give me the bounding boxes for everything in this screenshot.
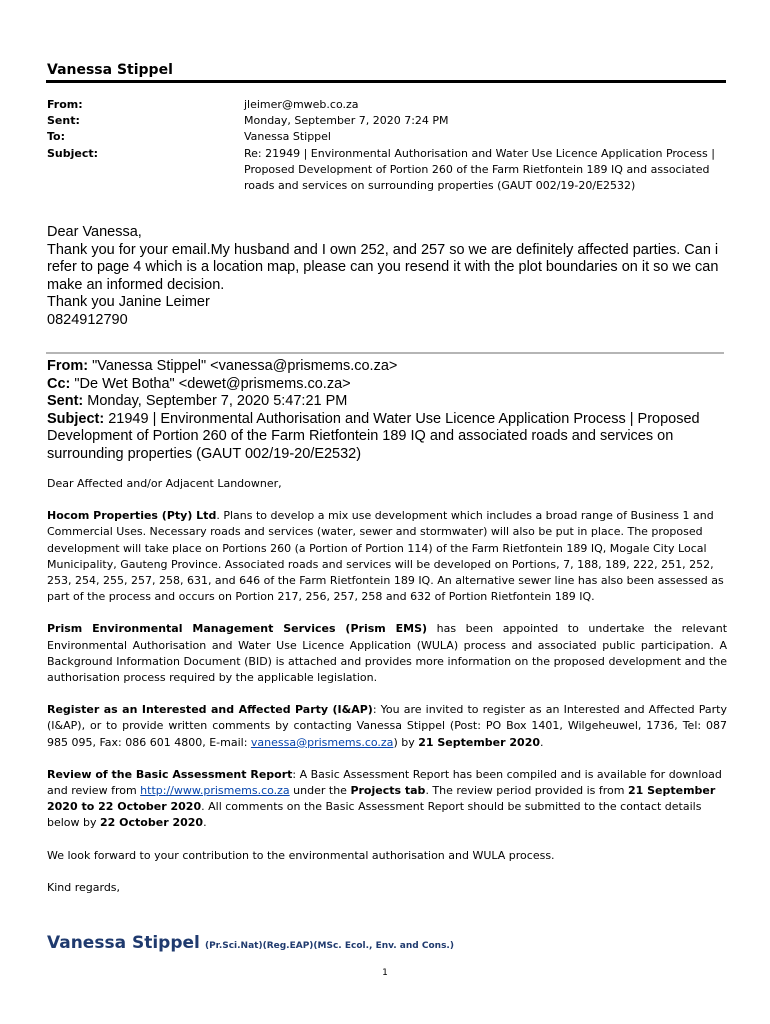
review-text-3: . The review period provided is from: [425, 784, 628, 798]
review-text: : A Basic Assessment Report has been compiled and is available for download and review from: [47, 767, 722, 798]
reply-message: [47, 224, 737, 330]
review-text-2: under the: [289, 784, 351, 798]
body-paragraph-review: [47, 767, 727, 832]
reply-signoff: Thank you Janine Leimer: [47, 294, 210, 311]
document-title: Vanessa Stippel: [47, 62, 173, 78]
fwd-cc-row: [47, 376, 737, 394]
reply-text: Thank you for your email.My husband and I own 252, and 257 so we are definitely affected parties. Can i refer to page 4 which is a location map, please can you resend it with the plot boundaries on it so we can make an informed decision.: [47, 241, 719, 293]
body-salutation: Dear Affected and/or Adjacent Landowner,: [47, 477, 282, 490]
reply-greeting: Dear Vanessa,: [47, 224, 142, 240]
header-from-value: jleimer@mweb.co.za: [244, 98, 359, 111]
projects-tab: Projects tab: [350, 784, 426, 798]
email-body: [47, 476, 727, 912]
page-number: 1: [382, 968, 388, 978]
header-sent-value: Monday, September 7, 2020 7:24 PM: [244, 114, 449, 128]
header-subject-value: Re: 21949 | Environmental Authorisation and Water Use Licence Application Process | Proposed Development of Portion 260 of the Farm Rietfontein 189 IQ and associated roads and services on surrounding properties (GAUT 002/19-20/E2532): [244, 146, 715, 193]
register-text: : You are invited to register as an Interested and Affected Party (I&AP), or to provide written comments by contacting Vanessa Stippel (Post: PO Box 1401, Wilgeheuwel, 1736, Tel: 087 985 095, Fax: 086 601 4800, E-mail:: [47, 703, 728, 749]
email-header: [47, 97, 737, 194]
title-divider: [46, 80, 726, 83]
header-sent-label: Sent:: [47, 114, 80, 128]
signature: [47, 933, 727, 953]
register-text-2: ) by: [393, 735, 419, 749]
header-from-label: From:: [47, 98, 83, 111]
header-to-value: Vanessa Stippel: [244, 130, 331, 144]
review-period: 21 September 2020 to 22 October 2020: [47, 784, 716, 814]
body-paragraph-project: [47, 508, 727, 605]
fwd-from-row: [47, 358, 737, 376]
fwd-subject-value: 21949 | Environmental Authorisation and Water Use Licence Application Process | Proposed Development of Portion 260 of the Farm Rietfontein 189 IQ and associated roads and services on surrounding properties (GAUT 002/19-20/E2532): [47, 410, 700, 462]
header-to-row: [47, 129, 737, 145]
reply-phone: 0824912790: [47, 311, 128, 328]
email-link[interactable]: vanessa@prismems.co.za: [250, 735, 394, 749]
header-sent-row: [47, 113, 737, 129]
fwd-from-value: "Vanessa Stippel" <vanessa@prismems.co.za>: [92, 358, 398, 374]
body-paragraph-appointment: [47, 621, 727, 686]
header-subject-label: Subject:: [47, 146, 99, 160]
register-heading: Register as an Interested and Affected Party (I&AP): [47, 703, 373, 717]
body-paragraph-register: [47, 702, 727, 751]
company-name: Hocom Properties (Pty) Ltd: [47, 509, 217, 523]
fwd-cc-value: "De Wet Botha" <dewet@prismems.co.za>: [74, 375, 351, 392]
body-paragraph-closing: We look forward to your contribution to the environmental authorisation and WULA process.: [47, 848, 555, 862]
register-deadline: 21 September 2020: [418, 735, 540, 749]
fwd-subject-label: Subject:: [47, 410, 105, 427]
fwd-cc-label: Cc:: [47, 375, 71, 392]
register-end: .: [540, 735, 544, 749]
appointment-text: has been appointed to undertake the relevant Environmental Authorisation and Water Use Licence Application (WULA) process and associated public participation. A Background Information Document (BID) is attached and provides more information on the proposed development and the authorisation process required by the applicable legislation.: [47, 622, 728, 685]
fwd-subject-row: [47, 411, 737, 464]
review-end: .: [203, 816, 207, 830]
header-subject-row: [47, 146, 737, 195]
header-to-label: To:: [47, 130, 65, 144]
review-text-4: . All comments on the Basic Assessment Report should be submitted to the contact details below by: [47, 800, 702, 830]
fwd-from-label: From:: [47, 358, 89, 374]
review-heading: Review of the Basic Assessment Report: [47, 767, 293, 781]
signature-name: Vanessa Stippel: [47, 933, 200, 953]
website-link[interactable]: http://www.prismems.co.za: [140, 784, 290, 798]
consultant-name: Prism Environmental Management Services (Prism EMS): [47, 622, 428, 636]
fwd-sent-label: Sent:: [47, 393, 84, 410]
signature-credentials: (Pr.Sci.Nat)(Reg.EAP)(MSc. Ecol., Env. and Cons.): [204, 941, 454, 951]
review-deadline: 22 October 2020: [100, 816, 204, 830]
fwd-sent-row: [47, 393, 737, 411]
fwd-sent-value: Monday, September 7, 2020 5:47:21 PM: [87, 393, 348, 410]
project-description: . Plans to develop a mix use development which includes a broad range of Business 1 and Commercial Uses. Necessary roads and services (water, sewer and stormwater) will also be put in place. The proposed development will take place on Portions 260 (a Portion of Portion 114) of the Farm Rietfontein 189 IQ, Mogale City Local Municipality, Gauteng Province. Associated roads and services will be developed on Portions, 7, 188, 189, 222, 251, 252, 253, 254, 255, 257, 258, 631, and 646 of the Farm Rietfontein 189 IQ. An alternative sewer line has also been assessed as part of the process and occurs on Portion 217, 256, 257, 258 and 632 of Portion Rietfontein 189 IQ.: [47, 509, 724, 604]
header-from-row: [47, 97, 737, 113]
forward-divider: [46, 352, 724, 354]
forwarded-header: [47, 358, 737, 464]
body-kind-regards: Kind regards,: [47, 880, 121, 894]
